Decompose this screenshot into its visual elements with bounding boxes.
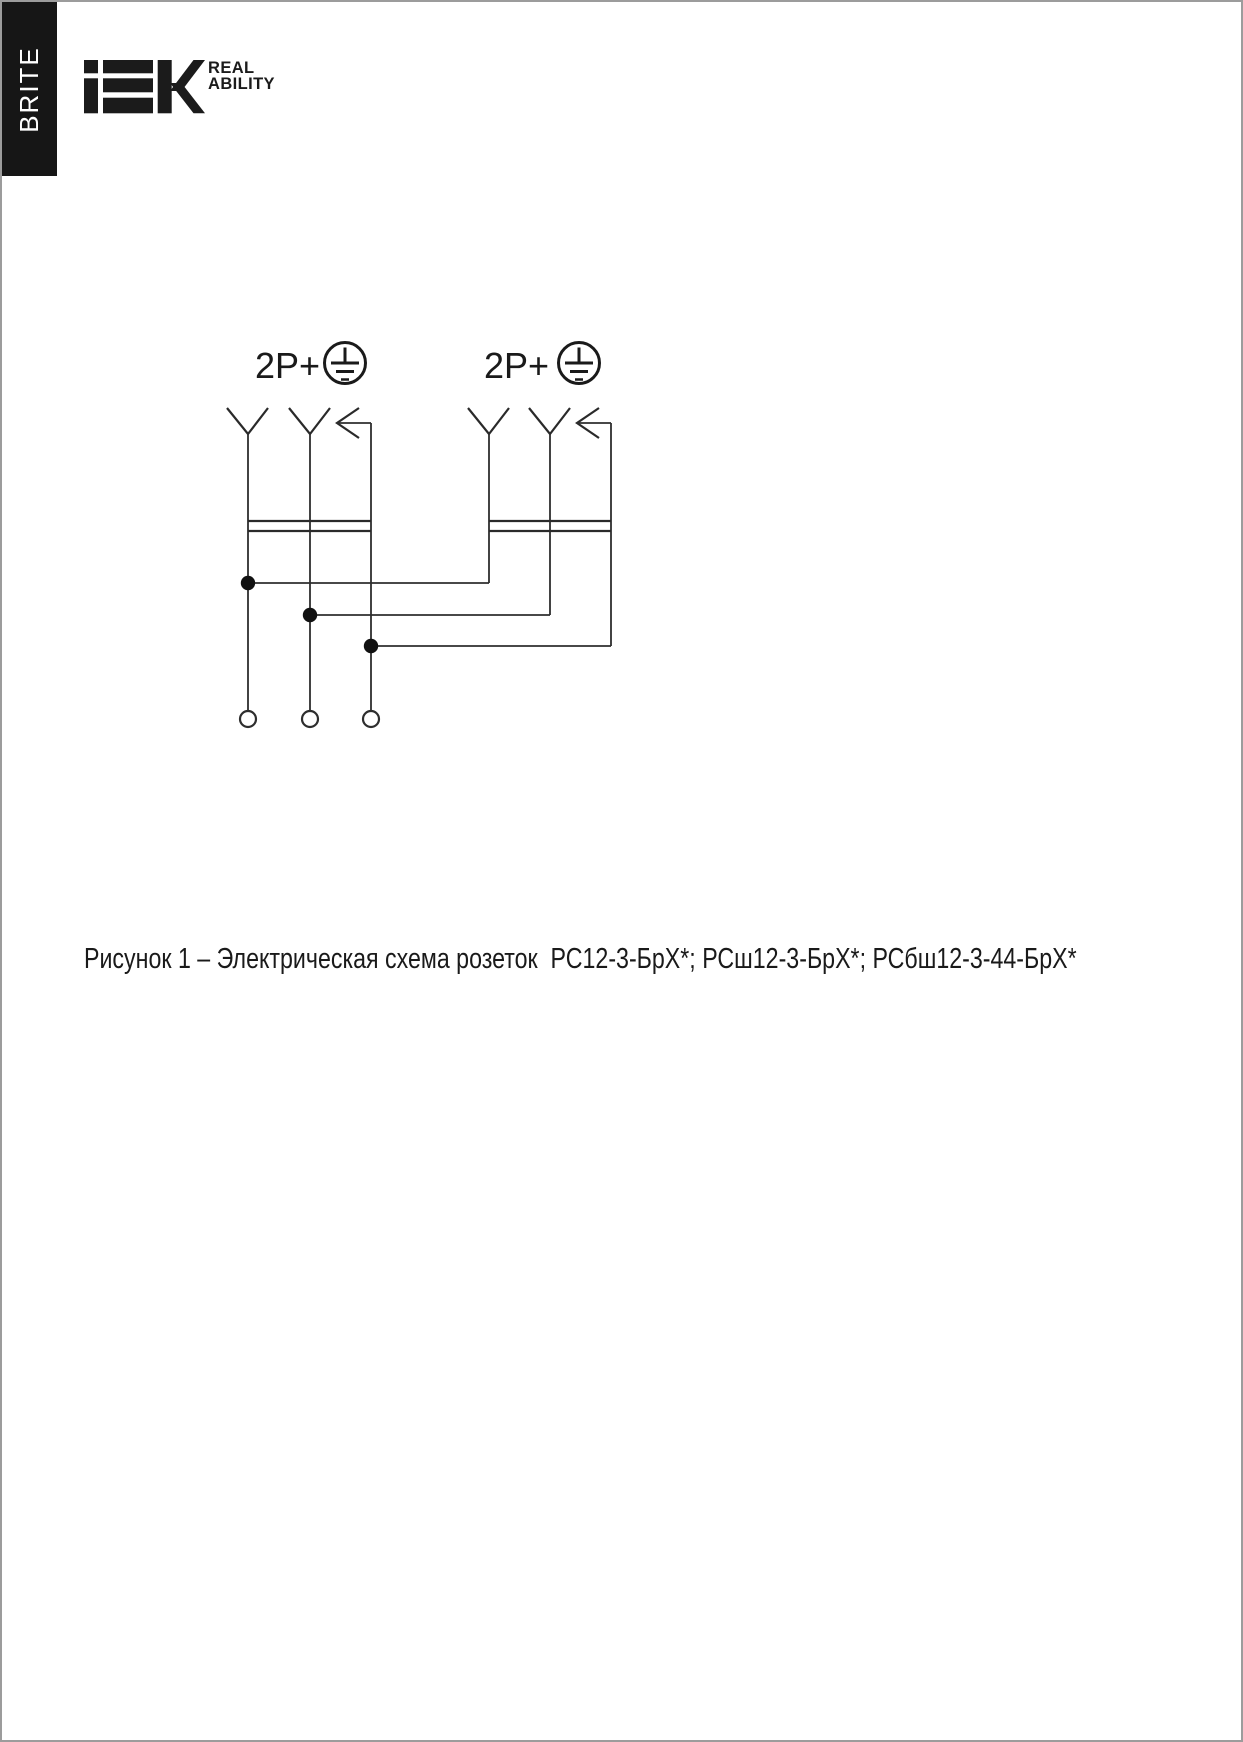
supply-terminals bbox=[240, 711, 379, 727]
junction-dot bbox=[303, 608, 317, 622]
protective-earth-icon bbox=[559, 343, 600, 384]
junction-dot bbox=[241, 576, 255, 590]
logo-letter-i bbox=[84, 60, 98, 113]
protective-earth-icon bbox=[325, 343, 366, 384]
terminal-circle bbox=[363, 711, 379, 727]
cross-connections bbox=[241, 576, 611, 653]
socket-1-label: 2P+ bbox=[255, 345, 321, 386]
wiring-diagram bbox=[180, 280, 660, 760]
tagline-real: REAL bbox=[208, 59, 255, 77]
brite-sidebar bbox=[2, 2, 57, 176]
terminal-circle bbox=[240, 711, 256, 727]
pole-contact-pin bbox=[529, 408, 570, 434]
earth-contact-arrow bbox=[337, 408, 371, 438]
earth-contact-arrow bbox=[577, 408, 611, 438]
pole-contact-pin bbox=[289, 408, 330, 434]
socket-1-group bbox=[227, 343, 371, 712]
terminal-circle bbox=[302, 711, 318, 727]
socket-2-group bbox=[468, 343, 611, 647]
figure-caption: Рисунок 1 – Электрическая схема розеток РС12-3-БрХ*; РСш12-3-БрХ*; РСбш12-3-44-БрХ* bbox=[84, 943, 1077, 975]
iek-logo bbox=[84, 60, 205, 114]
pole-contact-pin bbox=[468, 408, 509, 434]
logo-letter-k bbox=[158, 60, 205, 113]
logo-letter-e bbox=[103, 60, 153, 113]
socket-2-label: 2P+ bbox=[484, 345, 550, 386]
pole-contact-pin bbox=[227, 408, 268, 434]
brite-label: BRITE bbox=[14, 45, 45, 133]
brand-tagline bbox=[208, 60, 275, 92]
tagline-ability: ABILITY bbox=[208, 75, 275, 93]
junction-dot bbox=[364, 639, 378, 653]
